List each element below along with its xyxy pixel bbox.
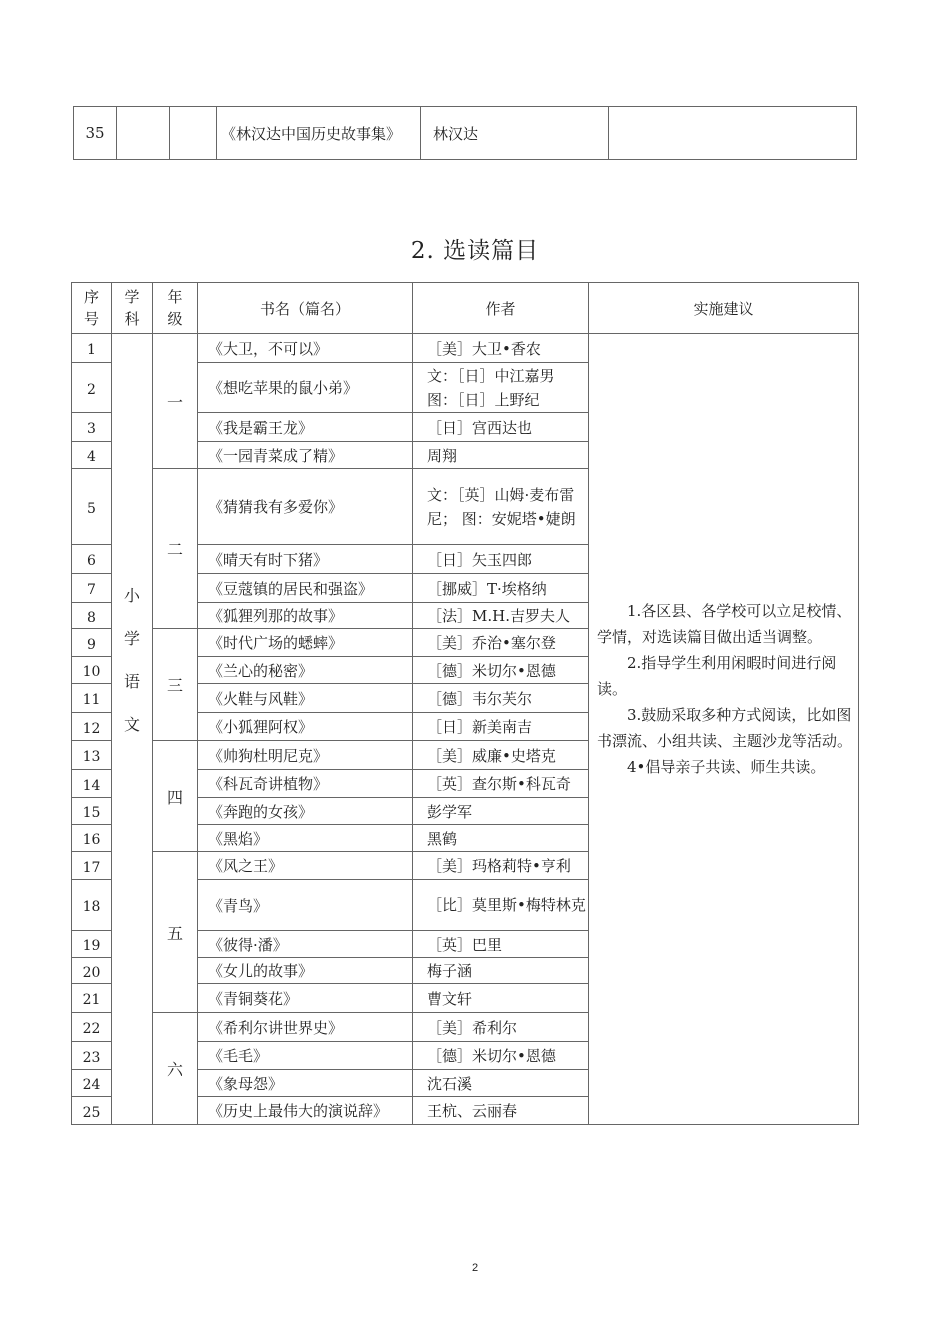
row-number: 12 xyxy=(72,713,112,741)
book-author: 王杭、云丽春 xyxy=(413,1097,589,1125)
book-title: 《女儿的故事》 xyxy=(198,958,413,984)
grade-cell: 五 xyxy=(153,852,198,1013)
book-author: ［英］查尔斯•科瓦奇 xyxy=(413,770,589,798)
book-title: 《火鞋与风鞋》 xyxy=(198,684,413,713)
book-author: 文：［英］山姆·麦布雷尼； 图：安妮塔•婕朗 xyxy=(413,469,589,545)
row-number: 19 xyxy=(72,931,112,958)
advice-item: 1.各区县、各学校可以立足校情、学情，对选读篇目做出适当调整。 xyxy=(597,602,852,646)
book-author: ［英］巴里 xyxy=(413,931,589,958)
row-number: 14 xyxy=(72,770,112,798)
grade-cell: 六 xyxy=(153,1013,198,1125)
book-author: ［德］米切尔•恩德 xyxy=(413,1042,589,1070)
book-author: 林汉达 xyxy=(421,107,609,160)
table-row xyxy=(72,334,859,363)
row-number: 8 xyxy=(72,603,112,629)
book-title: 《青鸟》 xyxy=(198,880,413,931)
book-author: ［美］玛格莉特•亨利 xyxy=(413,852,589,880)
book-title: 《历史上最伟大的演说辞》 xyxy=(198,1097,413,1125)
book-title: 《黑焰》 xyxy=(198,825,413,852)
book-title: 《时代广场的蟋蟀》 xyxy=(198,629,413,657)
book-author: 文：［日］中江嘉男 图：［日］上野纪 xyxy=(413,363,589,413)
row-number: 23 xyxy=(72,1042,112,1070)
row-number: 5 xyxy=(72,469,112,545)
book-author: ［日］宫西达也 xyxy=(413,413,589,442)
book-title: 《风之王》 xyxy=(198,852,413,880)
book-author: ［美］大卫•香农 xyxy=(413,334,589,363)
row-number: 3 xyxy=(72,413,112,442)
book-author: ［比］莫里斯•梅特林克 xyxy=(413,880,589,931)
row-number: 15 xyxy=(72,798,112,825)
row-number: 13 xyxy=(72,741,112,770)
book-author: ［美］乔治•塞尔登 xyxy=(413,629,589,657)
header-author: 作者 xyxy=(413,283,589,334)
book-author: 周翔 xyxy=(413,442,589,469)
grade-cell: 四 xyxy=(153,741,198,852)
reading-list-table xyxy=(71,282,859,1125)
book-title: 《林汉达中国历史故事集》 xyxy=(217,107,421,160)
book-title: 《毛毛》 xyxy=(198,1042,413,1070)
row-number: 21 xyxy=(72,984,112,1013)
book-author: 梅子涵 xyxy=(413,958,589,984)
header-advice: 实施建议 xyxy=(589,283,859,334)
book-author: 曹文轩 xyxy=(413,984,589,1013)
implementation-advice xyxy=(589,334,859,1125)
book-title: 《青铜葵花》 xyxy=(198,984,413,1013)
book-title: 《豆蔻镇的居民和强盗》 xyxy=(198,574,413,603)
book-author: ［日］矢玉四郎 xyxy=(413,545,589,574)
table-header-row xyxy=(72,283,859,334)
grade-cell: 二 xyxy=(153,469,198,629)
book-author: ［法］M.H.吉罗夫人 xyxy=(413,603,589,629)
book-author: 彭学军 xyxy=(413,798,589,825)
book-title: 《奔跑的女孩》 xyxy=(198,798,413,825)
row-number: 17 xyxy=(72,852,112,880)
book-title: 《兰心的秘密》 xyxy=(198,657,413,684)
row-number: 22 xyxy=(72,1013,112,1042)
book-title: 《彼得·潘》 xyxy=(198,931,413,958)
header-subject: 学科 xyxy=(112,283,153,334)
row-number: 11 xyxy=(72,684,112,713)
book-title: 《希利尔讲世界史》 xyxy=(198,1013,413,1042)
page-number: 2 xyxy=(471,1262,479,1274)
advice-item: 2.指导学生利用闲暇时间进行阅读。 xyxy=(597,654,837,698)
book-author: ［美］希利尔 xyxy=(413,1013,589,1042)
book-author: ［日］新美南吉 xyxy=(413,713,589,741)
book-title: 《我是霸王龙》 xyxy=(198,413,413,442)
row-number: 24 xyxy=(72,1070,112,1097)
subject-cell: 小学语文 xyxy=(112,334,153,1125)
book-author: 黑鹤 xyxy=(413,825,589,852)
book-title: 《想吃苹果的鼠小弟》 xyxy=(198,363,413,413)
row-number: 10 xyxy=(72,657,112,684)
book-title: 《小狐狸阿权》 xyxy=(198,713,413,741)
book-author: ［美］威廉•史塔克 xyxy=(413,741,589,770)
book-author: ［德］米切尔•恩德 xyxy=(413,657,589,684)
header-num: 序号 xyxy=(72,283,112,334)
header-grade: 年级 xyxy=(153,283,198,334)
row-number: 6 xyxy=(72,545,112,574)
book-author: 沈石溪 xyxy=(413,1070,589,1097)
book-title: 《猜猜我有多爱你》 xyxy=(198,469,413,545)
row-number: 4 xyxy=(72,442,112,469)
book-author: ［德］韦尔芙尔 xyxy=(413,684,589,713)
book-title: 《帅狗杜明尼克》 xyxy=(198,741,413,770)
row-number: 9 xyxy=(72,629,112,657)
book-title: 《象母怨》 xyxy=(198,1070,413,1097)
book-title: 《科瓦奇讲植物》 xyxy=(198,770,413,798)
subject-cell xyxy=(117,107,170,160)
book-author: ［挪威］T·埃格纳 xyxy=(413,574,589,603)
row-number: 25 xyxy=(72,1097,112,1125)
continued-table xyxy=(73,106,857,160)
grade-cell xyxy=(170,107,217,160)
row-number: 35 xyxy=(74,107,117,160)
row-number: 16 xyxy=(72,825,112,852)
row-number: 2 xyxy=(72,363,112,413)
table-row xyxy=(74,107,857,160)
row-number: 1 xyxy=(72,334,112,363)
grade-cell: 一 xyxy=(153,334,198,469)
row-number: 20 xyxy=(72,958,112,984)
row-number: 7 xyxy=(72,574,112,603)
book-title: 《大卫，不可以》 xyxy=(198,334,413,363)
grade-cell: 三 xyxy=(153,629,198,741)
advice-item: 4•倡导亲子共读、师生共读。 xyxy=(627,758,826,776)
book-title: 《晴天有时下猪》 xyxy=(198,545,413,574)
advice-cell xyxy=(609,107,857,160)
book-title: 《狐狸列那的故事》 xyxy=(198,603,413,629)
section-title: 2. 选读篇目 xyxy=(410,238,540,264)
row-number: 18 xyxy=(72,880,112,931)
header-title: 书名（篇名） xyxy=(198,283,413,334)
book-title: 《一园青菜成了精》 xyxy=(198,442,413,469)
advice-item: 3.鼓励采取多种方式阅读，比如图书漂流、小组共读、主题沙龙等活动。 xyxy=(597,706,853,750)
